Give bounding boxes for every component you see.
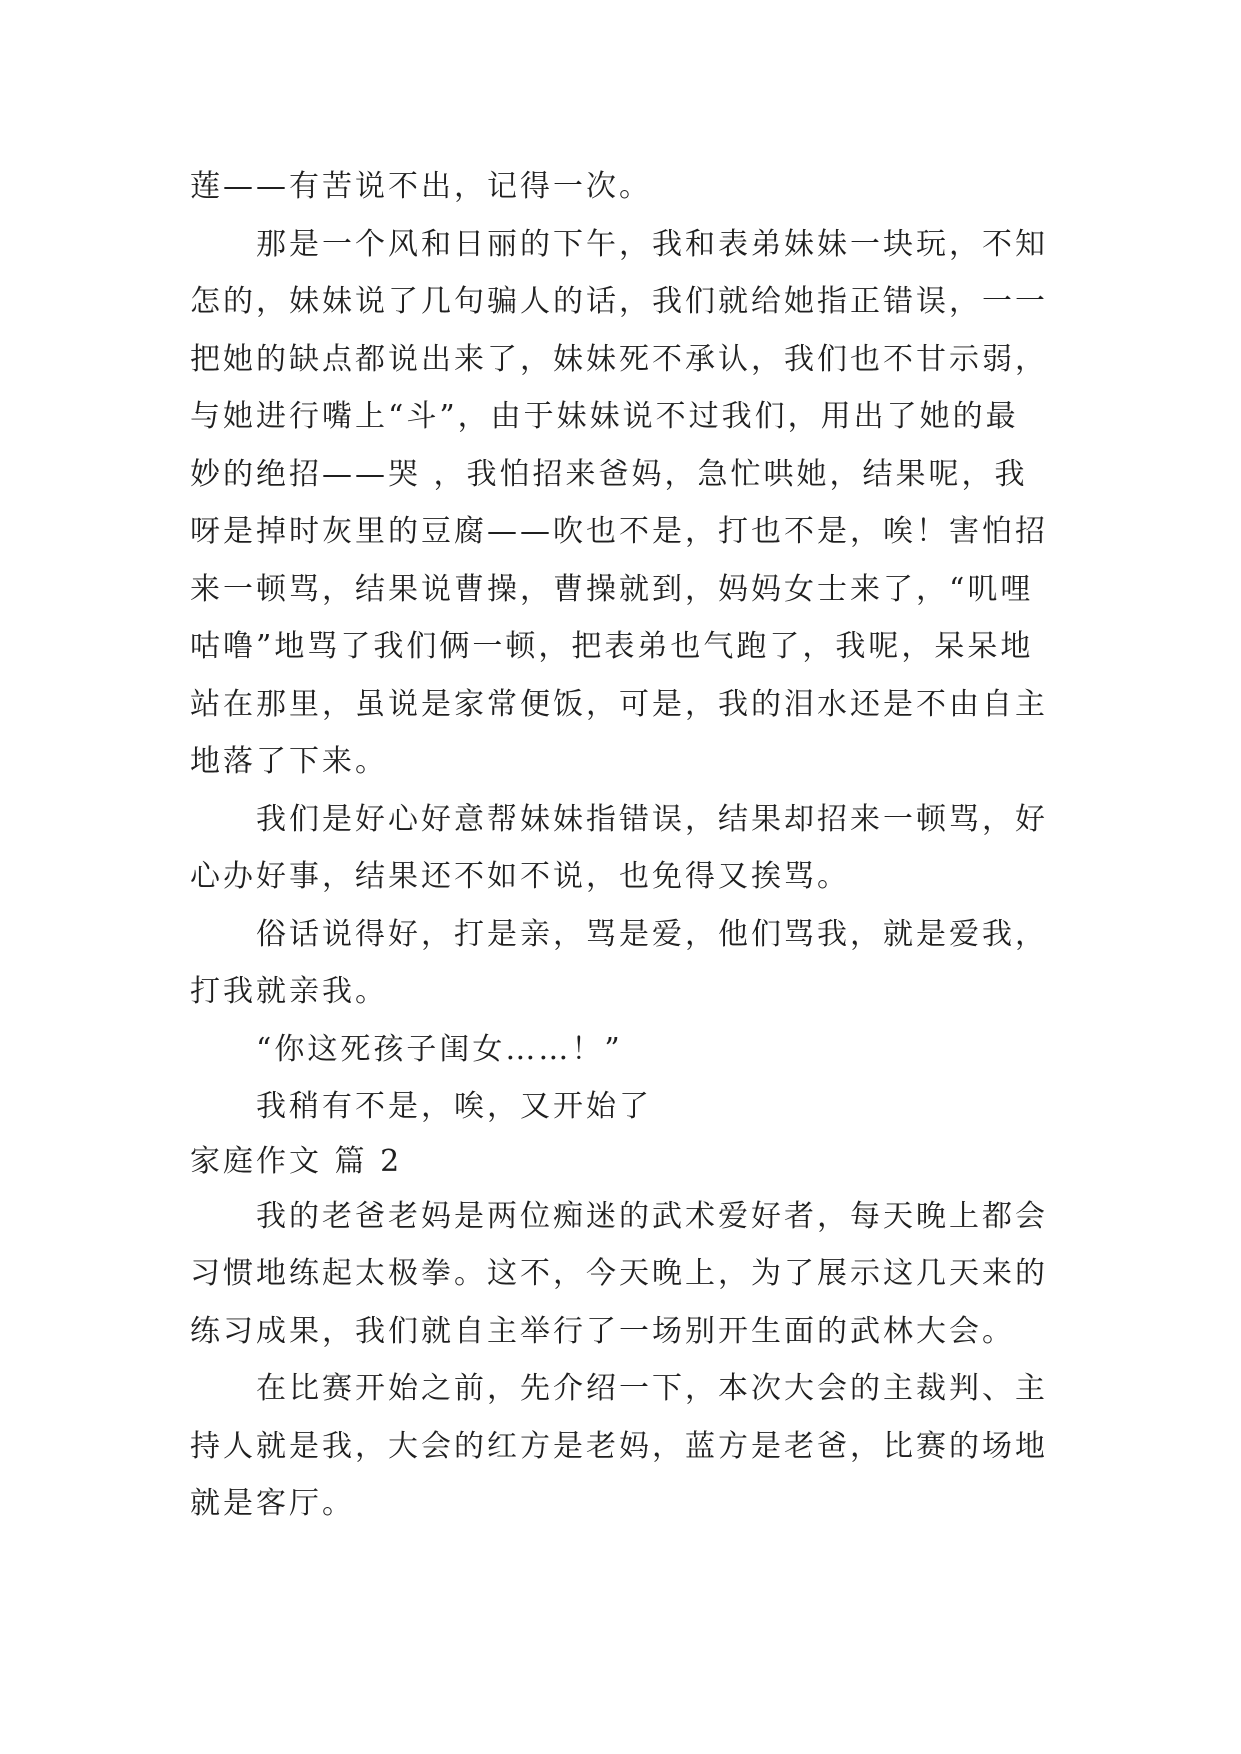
paragraph-line: 地落了下来。: [190, 744, 388, 779]
paragraph-line: 持人就是我，大会的红方是老妈，蓝方是老爸，比赛的场地: [190, 1428, 1048, 1464]
paragraph-line: 习惯地练起太极拳。这不，今天晚上，为了展示这几天来的: [190, 1256, 1048, 1291]
paragraph-line: 俗话说得好，打是亲，骂是爱，他们骂我，就是爱我，: [256, 916, 1048, 952]
paragraph-line: 怎的，妹妹说了几句骗人的话，我们就给她指正错误，一一: [190, 284, 1048, 319]
paragraph-line: 在比赛开始之前，先介绍一下，本次大会的主裁判、主: [256, 1371, 1048, 1406]
paragraph-line: 莲——有苦说不出，记得一次。: [190, 169, 652, 204]
paragraph-line: 妙的绝招——哭 ，我怕招来爸妈，急忙哄她，结果呢，我: [190, 456, 1028, 492]
paragraph-line: 心办好事，结果还不如不说，也免得又挨骂。: [190, 859, 850, 894]
document-body: [190, 158, 1060, 1533]
paragraph-line: 咕噜”地骂了我们俩一顿，把表弟也气跑了，我呢，呆呆地: [190, 629, 1034, 664]
paragraph-line: 练习成果，我们就自主举行了一场别开生面的武林大会。: [190, 1313, 1015, 1349]
paragraph-line: 呀是掉时灰里的豆腐——吹也不是，打也不是，唉！害怕招: [190, 514, 1048, 549]
paragraph-line: 那是一个风和日丽的下午，我和表弟妹妹一块玩，不知: [256, 226, 1048, 262]
paragraph-line: 我稍有不是，唉，又开始了: [256, 1089, 652, 1124]
paragraph-line: “你这死孩子闺女……！”: [256, 1031, 623, 1067]
paragraph-line: 打我就亲我。: [190, 974, 388, 1009]
paragraph-line: 把她的缺点都说出来了，妹妹死不承认，我们也不甘示弱，: [190, 341, 1048, 377]
paragraph-line: 就是客厅。: [190, 1486, 355, 1521]
paragraph-line: 站在那里，虽说是家常便饭，可是，我的泪水还是不由自主: [190, 686, 1048, 722]
paragraph-line: 我的老爸老妈是两位痴迷的武术爱好者，每天晚上都会: [256, 1198, 1048, 1234]
paragraph-line: 我们是好心好意帮妹妹指错误，结果却招来一顿骂，好: [256, 801, 1048, 837]
paragraph-line: 与她进行嘴上“斗”，由于妹妹说不过我们，用出了她的最: [190, 399, 1019, 434]
paragraph-line: 来一顿骂，结果说曹操，曹操就到，妈妈女士来了，“叽哩: [190, 571, 1034, 607]
section-heading: 家庭作文 篇 2: [190, 1143, 403, 1179]
